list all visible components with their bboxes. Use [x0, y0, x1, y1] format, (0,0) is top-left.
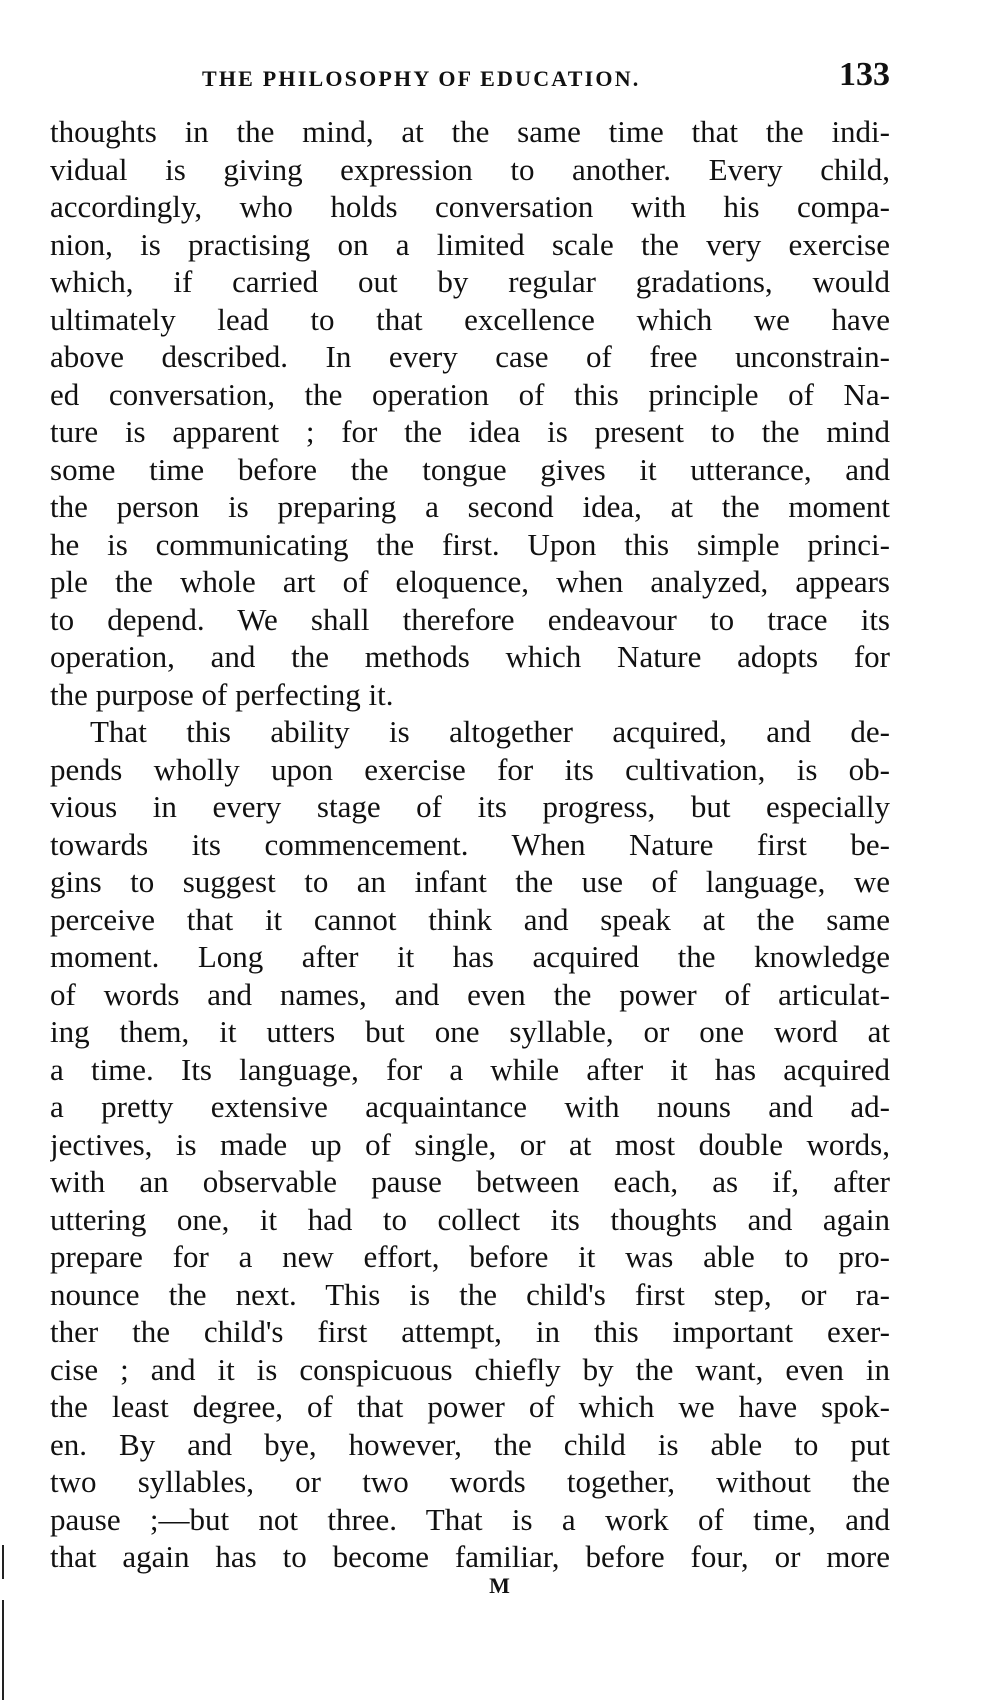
text-line: thoughts in the mind, at the same time that the indi- — [50, 114, 890, 149]
text-line: two syllables, or two words together, without the — [50, 1464, 890, 1499]
page-number: 133 — [839, 56, 890, 93]
text-line: ther the child's first attempt, in this important exer- — [50, 1314, 890, 1349]
body-text — [50, 113, 890, 1576]
text-line: ture is apparent ; for the idea is present to the mind — [50, 414, 890, 449]
text-line: a time. Its language, for a while after it has acquired — [50, 1051, 890, 1087]
text-line: en. By and bye, however, the child is able to put — [50, 1426, 890, 1462]
text-line: that again has to become familiar, before four, or more — [50, 1539, 890, 1574]
text-line: That this ability is altogether acquired, and de- — [90, 714, 890, 749]
text-line: ultimately lead to that excellence which we have — [50, 301, 890, 337]
text-line: uttering one, it had to collect its thoughts and again — [50, 1201, 890, 1237]
page-edge-mark — [2, 1600, 4, 1700]
text-line: he is communicating the first. Upon this simple princi- — [50, 526, 890, 562]
text-line: gins to suggest to an infant the use of language, we — [50, 864, 890, 899]
text-line: pends wholly upon exercise for its cultivation, is ob- — [50, 751, 890, 787]
text-line: vidual is giving expression to another. Every child, — [50, 151, 890, 187]
text-line: nounce the next. This is the child's first step, or ra- — [50, 1276, 890, 1312]
running-title: THE PHILOSOPHY OF EDUCATION. — [202, 66, 641, 91]
text-line: accordingly, who holds conversation with his compa- — [50, 189, 890, 224]
text-line: a pretty extensive acquaintance with nouns and ad- — [50, 1089, 890, 1124]
text-line: which, if carried out by regular gradations, would — [50, 264, 890, 299]
running-head — [50, 56, 890, 100]
text-line: pause ;—but not three. That is a work of time, and — [50, 1501, 890, 1537]
text-line: ing them, it utters but one syllable, or one word at — [50, 1014, 890, 1049]
signature-mark: M — [489, 1573, 511, 1598]
text-line: perceive that it cannot think and speak at the same — [50, 901, 890, 937]
text-line: prepare for a new effort, before it was able to pro- — [50, 1239, 890, 1274]
text-line: moment. Long after it has acquired the knowledge — [50, 939, 890, 974]
text-line: vious in every stage of its progress, but especially — [50, 789, 890, 824]
text-line: the person is preparing a second idea, at the moment — [50, 489, 890, 524]
text-line: cise ; and it is conspicuous chiefly by the want, even in — [50, 1351, 890, 1387]
text-line: the least degree, of that power of which we have spok- — [50, 1389, 890, 1424]
text-line: jectives, is made up of single, or at most double words, — [50, 1126, 890, 1162]
text-line: ed conversation, the operation of this principle of Na- — [50, 376, 890, 412]
text-line: towards its commencement. When Nature first be- — [50, 826, 890, 862]
page-edge-mark — [2, 1545, 4, 1579]
text-line: operation, and the methods which Nature adopts for — [50, 639, 890, 674]
text-line: with an observable pause between each, as if, after — [50, 1164, 890, 1199]
text-line: nion, is practising on a limited scale the very exercise — [50, 226, 890, 262]
text-line: ple the whole art of eloquence, when analyzed, appears — [50, 564, 890, 599]
text-line: the purpose of perfecting it. — [50, 676, 394, 712]
text-line: to depend. We shall therefore endeavour to trace its — [50, 601, 890, 637]
text-line: above described. In every case of free unconstrain- — [50, 339, 890, 374]
text-line: some time before the tongue gives it utterance, and — [50, 451, 890, 487]
text-line: of words and names, and even the power of articulat- — [50, 976, 890, 1012]
